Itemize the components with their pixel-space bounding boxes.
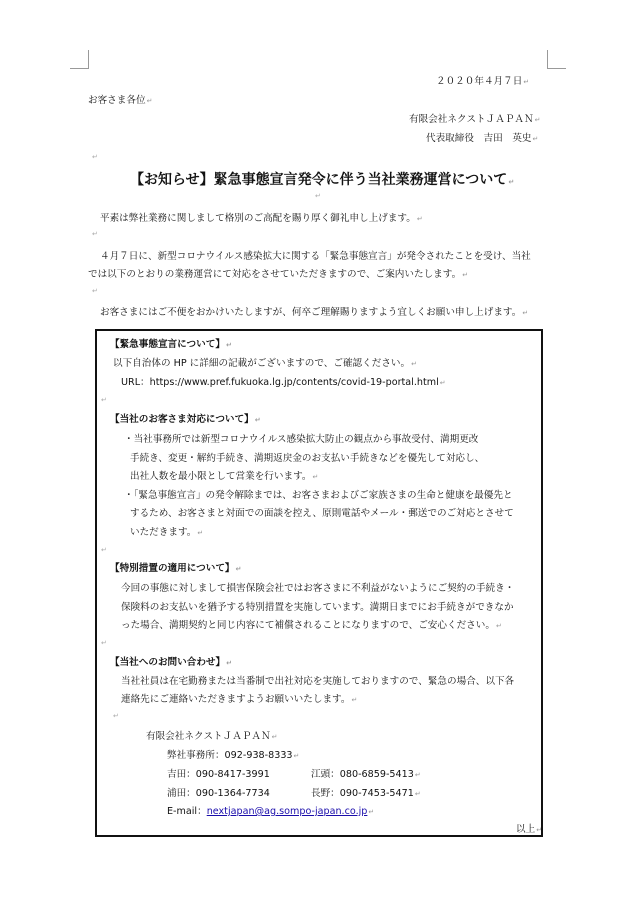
service-bullet-1-line-3: 出社人数を最小限として営業を行います。↵ bbox=[130, 471, 319, 482]
section-heading-inquiries: 【当社へのお問い合わせ】↵ bbox=[110, 657, 232, 668]
empty-paragraph-mark: ↵ bbox=[92, 287, 98, 295]
document-title: 【お知らせ】緊急事態宣言発令に伴う当社業務運営について↵ bbox=[130, 172, 515, 188]
special-measures-line-3: った場合、満期契約と同じ内容にて補償されることになりますので、ご安心ください。↵ bbox=[121, 620, 502, 631]
special-measures-line-1: 今回の事態に対しまして損害保険会社ではお客さまに不利益がないようにご契約の手続き・ bbox=[121, 583, 515, 594]
contact-nagano: 長野：090-7453-5471↵ bbox=[311, 788, 421, 799]
inquiries-line-2: 連絡先にご連絡いただきますようお願いいたします。↵ bbox=[121, 694, 358, 705]
crop-mark-top-left bbox=[70, 50, 89, 69]
service-bullet-1-line-1: ・当社事務所では新型コロナウイルス感染拡大防止の観点から事故受付、満期更改 bbox=[124, 434, 479, 445]
empty-paragraph-mark: ↵ bbox=[113, 712, 119, 720]
closing-mark: 以上↵ bbox=[516, 824, 543, 835]
email-label: E-mail： bbox=[167, 806, 207, 817]
contact-company: 有限会社ネクストＪＡＰＡＮ↵ bbox=[146, 731, 278, 742]
emergency-url: URL：https://www.pref.fukuoka.lg.jp/contents/covid-19-portal.html↵ bbox=[121, 377, 446, 388]
contact-yoshida: 吉田：090-8417-3991 bbox=[167, 769, 270, 780]
sender-representative: 代表取締役 吉田 英史↵ bbox=[426, 133, 539, 144]
empty-paragraph-mark: ↵ bbox=[315, 192, 321, 200]
empty-paragraph-mark: ↵ bbox=[101, 546, 107, 554]
recipient: お客さま各位↵ bbox=[88, 95, 153, 106]
emergency-line: 以下自治体の HP に詳細の記載がございますので、ご確認ください。↵ bbox=[113, 358, 417, 369]
contact-urata: 浦田：090-1364-7734 bbox=[167, 788, 270, 799]
intro-paragraph-1: 平素は弊社業務に関しまして格別のご高配を賜り厚く御礼申し上げます。↵ bbox=[100, 213, 423, 224]
service-bullet-2-line-2: するため、お客さまと対面での面談を控え、原則電話やメール・郵送でのご対応とさせて bbox=[130, 508, 514, 519]
empty-paragraph-mark: ↵ bbox=[92, 153, 98, 161]
contact-email: E-mail：nextjapan@ag.sompo-japan.co.jp↵ bbox=[167, 806, 375, 817]
intro-paragraph-2-line-1: ４月７日に、新型コロナウイルス感染拡大に関する「緊急事態宣言」が発令されたことを受け、当社 bbox=[100, 251, 531, 262]
intro-paragraph-2-line-2: では以下のとおりの業務運営にて対応をさせていただきますので、ご案内いたします。↵ bbox=[88, 269, 469, 280]
inquiries-line-1: 当社社員は在宅勤務または当番制で出社対応を実施しておりますので、緊急の場合、以下各 bbox=[121, 676, 515, 687]
service-bullet-2-line-1: ・「緊急事態宣言」の発令解除までは、お客さまおよびご家族さまの生命と健康を最優先と bbox=[124, 490, 513, 501]
special-measures-line-2: 保険料のお支払いを猶予する特別措置を実施しています。満期日までにお手続きができなか bbox=[121, 602, 514, 613]
empty-paragraph-mark: ↵ bbox=[101, 396, 107, 404]
service-bullet-2-line-3: いただきます。↵ bbox=[130, 527, 204, 538]
section-heading-emergency: 【緊急事態宣言について】↵ bbox=[110, 339, 232, 350]
date: ２０２０年４月７日↵ bbox=[436, 76, 530, 87]
intro-paragraph-3: お客さまにはご不便をおかけいたしますが、何卒ご理解賜りますよう宜しくお願い申し上げます。↵ bbox=[100, 307, 529, 318]
contact-egashira: 江頭：080-6859-5413↵ bbox=[311, 769, 421, 780]
contact-office: 弊社事務所：092-938-8333↵ bbox=[167, 750, 300, 761]
section-heading-special-measures: 【特別措置の適用について】↵ bbox=[110, 563, 242, 574]
empty-paragraph-mark: ↵ bbox=[101, 639, 107, 647]
email-link[interactable]: nextjapan@ag.sompo-japan.co.jp bbox=[206, 806, 368, 817]
crop-mark-top-right bbox=[547, 50, 566, 69]
service-bullet-1-line-2: 手続き、変更・解約手続き、満期返戻金のお支払い手続きなどを優先して対応し、 bbox=[130, 453, 485, 464]
sender-company: 有限会社ネクストＪＡＰＡＮ↵ bbox=[409, 114, 541, 125]
empty-paragraph-mark: ↵ bbox=[92, 230, 98, 238]
section-heading-customer-service: 【当社のお客さま対応について】↵ bbox=[110, 414, 261, 425]
